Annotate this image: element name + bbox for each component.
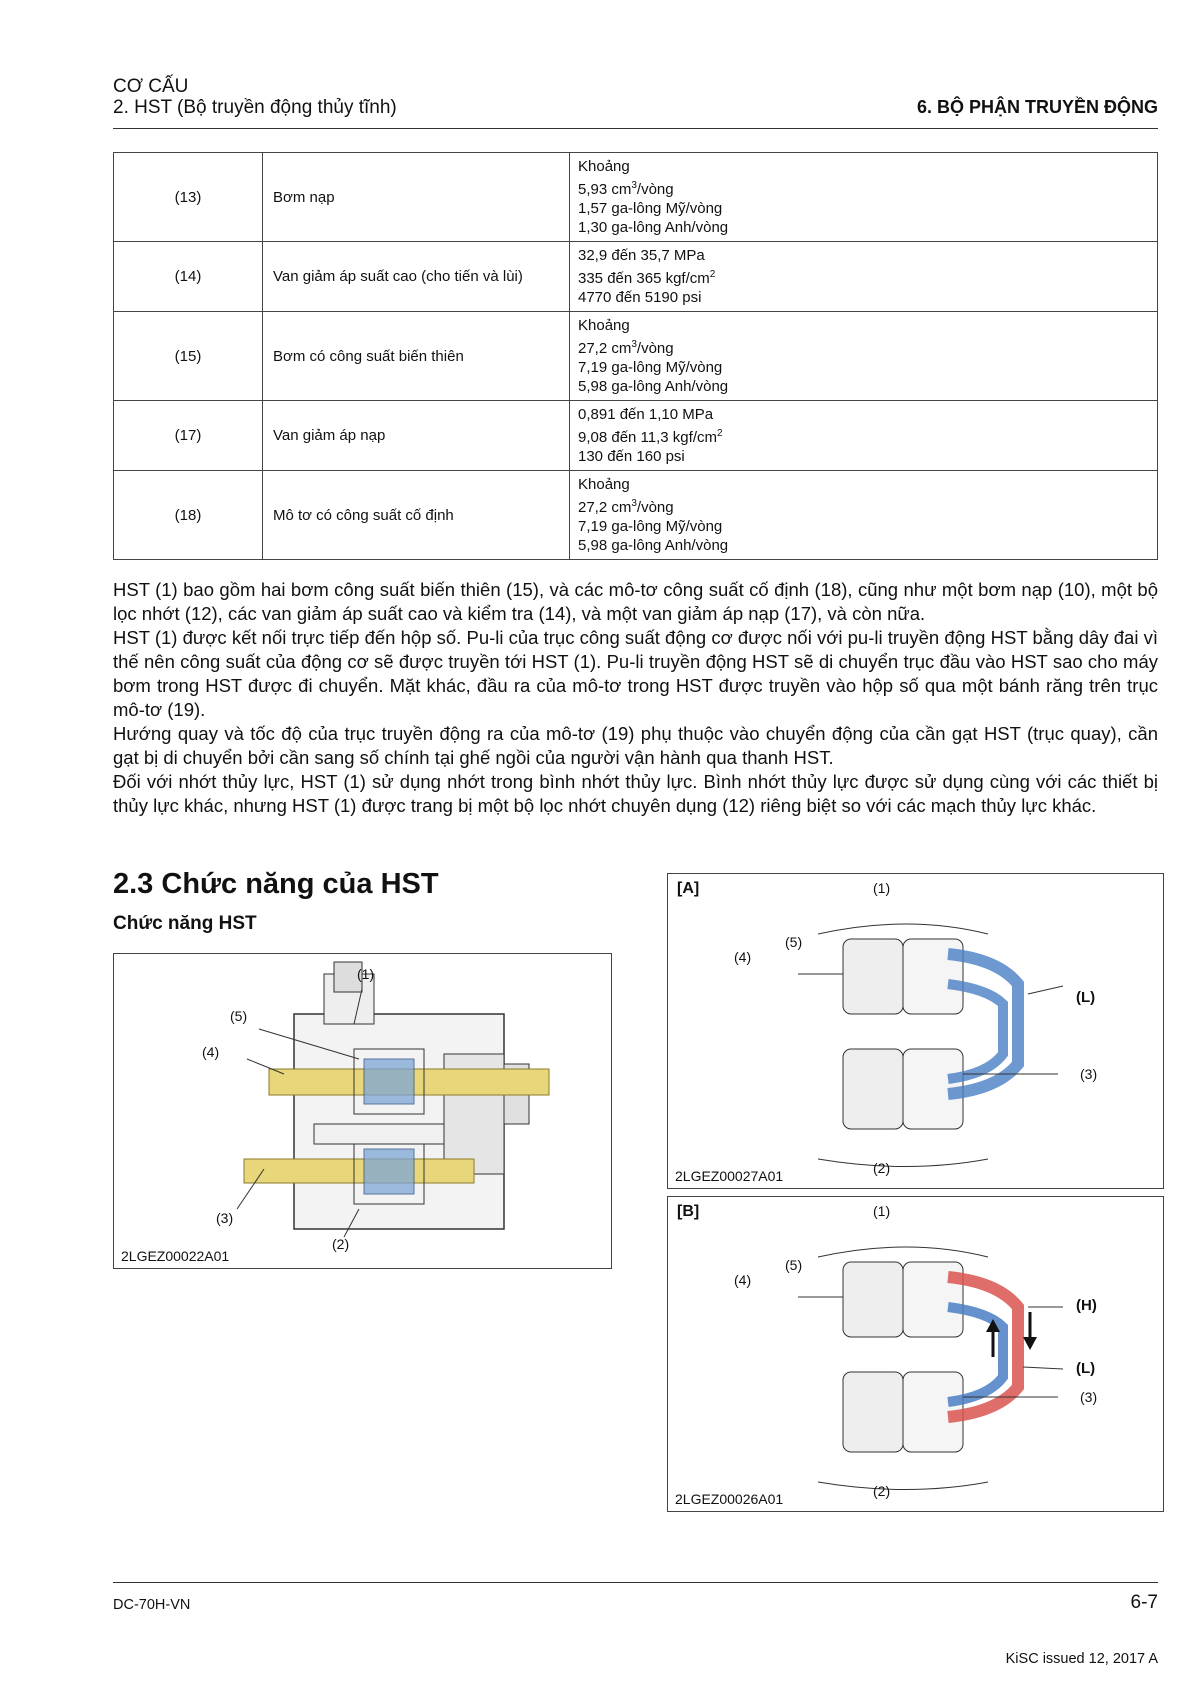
hst-function-figure-b: [667, 1196, 1164, 1512]
value-line: [578, 218, 1149, 237]
figure-code: 2LGEZ00022A01: [121, 1248, 230, 1264]
section-subtitle: Chức năng HST: [113, 913, 257, 934]
item-number: (17): [114, 401, 263, 471]
label-1: (1): [873, 1203, 891, 1219]
table-row: [114, 312, 1158, 401]
value-line: [578, 536, 1149, 555]
table-row: [114, 242, 1158, 312]
label-5: (5): [785, 1257, 803, 1273]
hst-cross-section-drawing: [114, 954, 611, 1268]
item-number: (15): [114, 312, 263, 401]
value-line: [578, 358, 1149, 377]
value-line: [578, 288, 1149, 307]
label-1: (1): [873, 880, 891, 896]
footer-doc-code: DC-70H-VN: [113, 1597, 191, 1613]
header-chapter: 6. BỘ PHẬN TRUYỀN ĐỘNG: [916, 97, 1158, 117]
figure-tag: [A]: [677, 880, 700, 897]
value-line: [578, 517, 1149, 536]
value-line: [578, 494, 1149, 517]
value-text: 9,08 đến 11,3 kgf/cm: [578, 429, 717, 446]
label-2: (2): [873, 1483, 891, 1499]
value-text: Khoảng: [578, 317, 630, 334]
value-superscript: 3: [631, 180, 637, 191]
figure-a-drawing: [668, 874, 1163, 1188]
value-superscript: 3: [631, 498, 637, 509]
item-name: Van giảm áp suất cao (cho tiến và lùi): [263, 242, 570, 312]
footer-divider: [113, 1582, 1158, 1583]
label-1: (1): [357, 966, 375, 982]
value-line: [578, 377, 1149, 396]
label-h: (H): [1076, 1297, 1097, 1314]
value-suffix: /vòng: [636, 340, 674, 357]
value-line: [578, 246, 1149, 265]
value-text: Khoảng: [578, 476, 630, 493]
header-subsection: 2. HST (Bộ truyền động thủy tĩnh): [113, 97, 397, 118]
header-section: CƠ CẤU: [113, 76, 189, 97]
value-text: 5,98 ga-lông Anh/vòng: [578, 537, 729, 554]
value-superscript: 3: [631, 339, 637, 350]
value-line: [578, 335, 1149, 358]
label-3: (3): [1080, 1066, 1098, 1082]
hst-function-figure-a: [667, 873, 1164, 1189]
spec-table-body: [114, 153, 1158, 560]
figure-code: 2LGEZ00027A01: [675, 1168, 784, 1184]
table-row: [114, 153, 1158, 242]
value-suffix: /vòng: [636, 181, 674, 198]
value-text: 1,57 ga-lông Mỹ/vòng: [578, 200, 723, 217]
item-value: [570, 242, 1158, 312]
spec-table: [113, 152, 1158, 560]
item-name: Van giảm áp nạp: [263, 401, 570, 471]
value-text: 130 đến 160 psi: [578, 448, 685, 465]
item-value: [570, 312, 1158, 401]
label-5: (5): [230, 1008, 248, 1024]
paragraph: Đối với nhớt thủy lực, HST (1) sử dụng nhớt trong bình nhớt thủy lực. Bình nhớt thủy lực được sử dụng cùng với các thiết bị thủy lực khác, nhưng HST (1) được trang bị một bộ lọc nhớt chuyên dụng (12) riêng biệt so với các mạch thủy lực khác.: [113, 771, 1158, 816]
label-4: (4): [734, 1272, 752, 1288]
label-3: (3): [1080, 1389, 1098, 1405]
label-3: (3): [216, 1210, 234, 1226]
paragraph: HST (1) được kết nối trực tiếp đến hộp số. Pu-li của trục công suất động cơ được nối với pu-li truyền động HST bằng dây đai vì thế nên công suất của động cơ sẽ được truyền tới HST (1). Pu-li truyền động HST sẽ di chuyển trục đầu vào HST sao cho máy bơm trong HST được đi chuyển. Mặt khác, đầu ra của mô-tơ trong HST được truyền vào hộp số qua một bánh răng trên trục mô-tơ (19).: [113, 627, 1158, 720]
value-text: 27,2 cm: [578, 499, 632, 516]
value-line: [578, 405, 1149, 424]
value-line: [578, 176, 1149, 199]
figure-b-drawing: [668, 1197, 1163, 1511]
item-number: (14): [114, 242, 263, 312]
item-name: Bơm nạp: [263, 153, 570, 242]
item-value: [570, 153, 1158, 242]
section-title: 2.3 Chức năng của HST: [113, 868, 439, 900]
table-row: [114, 471, 1158, 560]
value-line: [578, 424, 1149, 447]
header-divider: [113, 128, 1158, 129]
value-superscript: 2: [709, 269, 716, 280]
item-name: Mô tơ có công suất cố định: [263, 471, 570, 560]
value-text: 4770 đến 5190 psi: [578, 289, 702, 306]
value-text: 1,30 ga-lông Anh/vòng: [578, 219, 729, 236]
figure-code: 2LGEZ00026A01: [675, 1491, 784, 1507]
value-text: Khoảng: [578, 158, 630, 175]
item-value: [570, 471, 1158, 560]
value-text: 7,19 ga-lông Mỹ/vòng: [578, 359, 723, 376]
value-text: 5,93 cm: [578, 181, 632, 198]
item-number: (18): [114, 471, 263, 560]
value-line: [578, 475, 1149, 494]
label-l: (L): [1076, 1360, 1096, 1377]
label-2: (2): [332, 1236, 350, 1252]
value-text: 27,2 cm: [578, 340, 632, 357]
footer-issued: KiSC issued 12, 2017 A: [1005, 1651, 1158, 1667]
label-4: (4): [734, 949, 752, 965]
value-line: [578, 199, 1149, 218]
label-l: (L): [1076, 989, 1096, 1006]
value-text: 7,19 ga-lông Mỹ/vòng: [578, 518, 723, 535]
hst-cross-section-figure: [113, 953, 612, 1269]
value-line: [578, 316, 1149, 335]
value-text: 32,9 đến 35,7 MPa: [578, 247, 705, 264]
value-line: [578, 447, 1149, 466]
paragraph: HST (1) bao gồm hai bơm công suất biến thiên (15), và các mô-tơ công suất cố định (18), cũng như một bơm nạp (10), một bộ lọc nhớt (12), các van giảm áp suất cao và kiểm tra (14), và một van giảm áp nạp (17), và còn nữa.: [113, 579, 1158, 624]
item-name: Bơm có công suất biến thiên: [263, 312, 570, 401]
value-line: [578, 265, 1149, 288]
label-4: (4): [202, 1044, 220, 1060]
header-left: [113, 76, 397, 118]
value-text: 5,98 ga-lông Anh/vòng: [578, 378, 729, 395]
value-line: [578, 157, 1149, 176]
table-row: [114, 401, 1158, 471]
figure-tag: [B]: [677, 1203, 700, 1220]
page-number: 6-7: [1130, 1592, 1158, 1613]
value-superscript: 2: [716, 428, 723, 439]
paragraph: Hướng quay và tốc độ của trục truyền động ra của mô-tơ (19) phụ thuộc vào chuyển động của cần gạt HST (trục quay), cần gạt bị di chuyển bởi cần sang số chính tại ghế ngồi của người vận hành qua thanh HST.: [113, 723, 1158, 768]
value-text: 0,891 đến 1,10 MPa: [578, 406, 714, 423]
value-text: 335 đến 365 kgf/cm: [578, 270, 710, 287]
label-2: (2): [873, 1160, 891, 1176]
item-value: [570, 401, 1158, 471]
label-5: (5): [785, 934, 803, 950]
value-suffix: /vòng: [636, 499, 674, 516]
item-number: (13): [114, 153, 263, 242]
